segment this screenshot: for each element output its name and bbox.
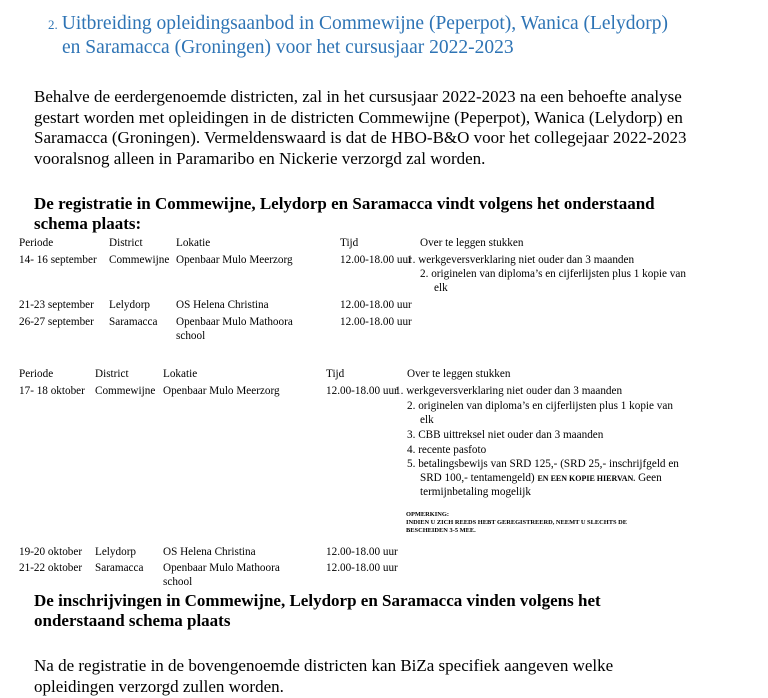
cell-lokatie: Openbaar Mulo Meerzorg [163,385,280,397]
intro-paragraph [34,87,687,169]
cell-lokatie-cont: school [163,576,193,588]
cell-district: Lelydorp [109,299,151,311]
cell-lokatie: OS Helena Christina [163,546,256,558]
cell-district: Commewijne [109,254,170,266]
intro-line: Saramacca (Groningen). Vermeldenswaard is dat de HBO-B&O voor het collegejaar 2022-2023 [34,128,687,147]
cell-tijd: 12.00-18.00 uur [340,299,412,311]
registration-heading: De registratie in Commewijne, Lelydorp en Saramacca vindt volgens het onderstaand schema plaats: [34,194,655,233]
section-number: 2. [48,17,58,32]
cell-district: Commewijne [95,385,156,397]
cell-lokatie: OS Helena Christina [176,299,269,311]
cell-lokatie: Openbaar Mulo Meerzorg [176,254,293,266]
cell-tijd: 12.00-18.00 uur [326,546,398,558]
cell-district: Saramacca [95,562,144,574]
intro-line: vooralsnog alleen in Paramaribo en Nickerie verzorgd zal worden. [34,148,486,168]
cell-lokatie-cont: school [176,330,206,342]
remark-line: BESCHEIDEN 3-5 MEE. [406,527,476,534]
section-heading-line-1: 2. Uitbreiding opleidingsaanbod in Commewijne (Peperpot), Wanica (Lelydorp) [48,13,668,34]
col-header-district: District [109,237,143,249]
document-item: 2. originelen van diploma’s en cijferlijsten plus 1 kopie van [407,400,673,412]
document-item: 2. originelen van diploma’s en cijferlijsten plus 1 kopie van [420,268,686,280]
document-item: 3. CBB uittreksel niet ouder dan 3 maanden [407,429,604,441]
enrollment-heading: De inschrijvingen in Commewijne, Lelydorp en Saramacca vinden volgens het onderstaand schema plaats [34,591,601,630]
cell-tijd: 12.00-18.00 uur [340,254,412,266]
cell-tijd: 12.00-18.00 uur [326,562,398,574]
col-header-lokatie: Lokatie [176,237,211,249]
document-item: SRD 100,- tentamengeld) EN EEN KOPIE HIERVAN. Geen [420,472,662,484]
cell-lokatie: Openbaar Mulo Mathoora [163,562,280,574]
col-header-lokatie: Lokatie [163,368,198,380]
cell-tijd: 12.00-18.00 uur [326,385,398,397]
col-header-district: District [95,368,129,380]
section-heading-line-2: en Saramacca (Groningen) voor het cursusjaar 2022-2023 [62,37,514,58]
col-header-periode: Periode [19,368,54,380]
closing-line: Na de registratie in de bovengenoemde districten kan BiZa specifiek aangeven welke [34,656,614,675]
col-header-tijd: Tijd [340,237,359,249]
closing-paragraph [34,656,613,697]
document-item: 1. werkgeversverklaring niet ouder dan 3 maanden [407,254,635,266]
cell-periode: 19-20 oktober [19,546,83,558]
cell-periode: 21-23 september [19,299,94,311]
cell-periode: 21-22 oktober [19,562,83,574]
document-item: elk [420,414,434,426]
cell-lokatie: Openbaar Mulo Mathoora [176,316,293,328]
remark-title: OPMERKING: [406,511,449,518]
intro-line: gestart worden met opleidingen in de districten Commewijne (Peperpot), Wanica (Lelydorp) en [34,107,683,127]
closing-line: opleidingen verzorgd zullen worden. [34,676,284,696]
section-heading [48,12,668,59]
document-item: 1. werkgeversverklaring niet ouder dan 3 maanden [395,385,623,397]
cell-district: Saramacca [109,316,158,328]
col-header-stukken: Over te leggen stukken [420,237,524,249]
cell-periode: 14- 16 september [19,254,97,266]
col-header-periode: Periode [19,237,54,249]
document-item: 5. betalingsbewijs van SRD 125,- (SRD 25,- inschrijfgeld en [407,458,679,470]
col-header-tijd: Tijd [326,368,345,380]
document-item: 4. recente pasfoto [407,444,487,456]
cell-district: Lelydorp [95,546,137,558]
remark-note [406,511,627,535]
document-item: elk [434,282,448,294]
document-item: termijnbetaling mogelijk [420,486,531,498]
cell-tijd: 12.00-18.00 uur [340,316,412,328]
col-header-stukken: Over te leggen stukken [407,368,511,380]
intro-line: Behalve de eerdergenoemde districten, zal in het cursusjaar 2022-2023 na een behoefte analyse [34,87,682,106]
cell-periode: 17- 18 oktober [19,385,85,397]
cell-periode: 26-27 september [19,316,94,328]
remark-line: INDIEN U ZICH REEDS HEBT GEREGISTREERD, NEEMT U SLECHTS DE [406,519,628,526]
